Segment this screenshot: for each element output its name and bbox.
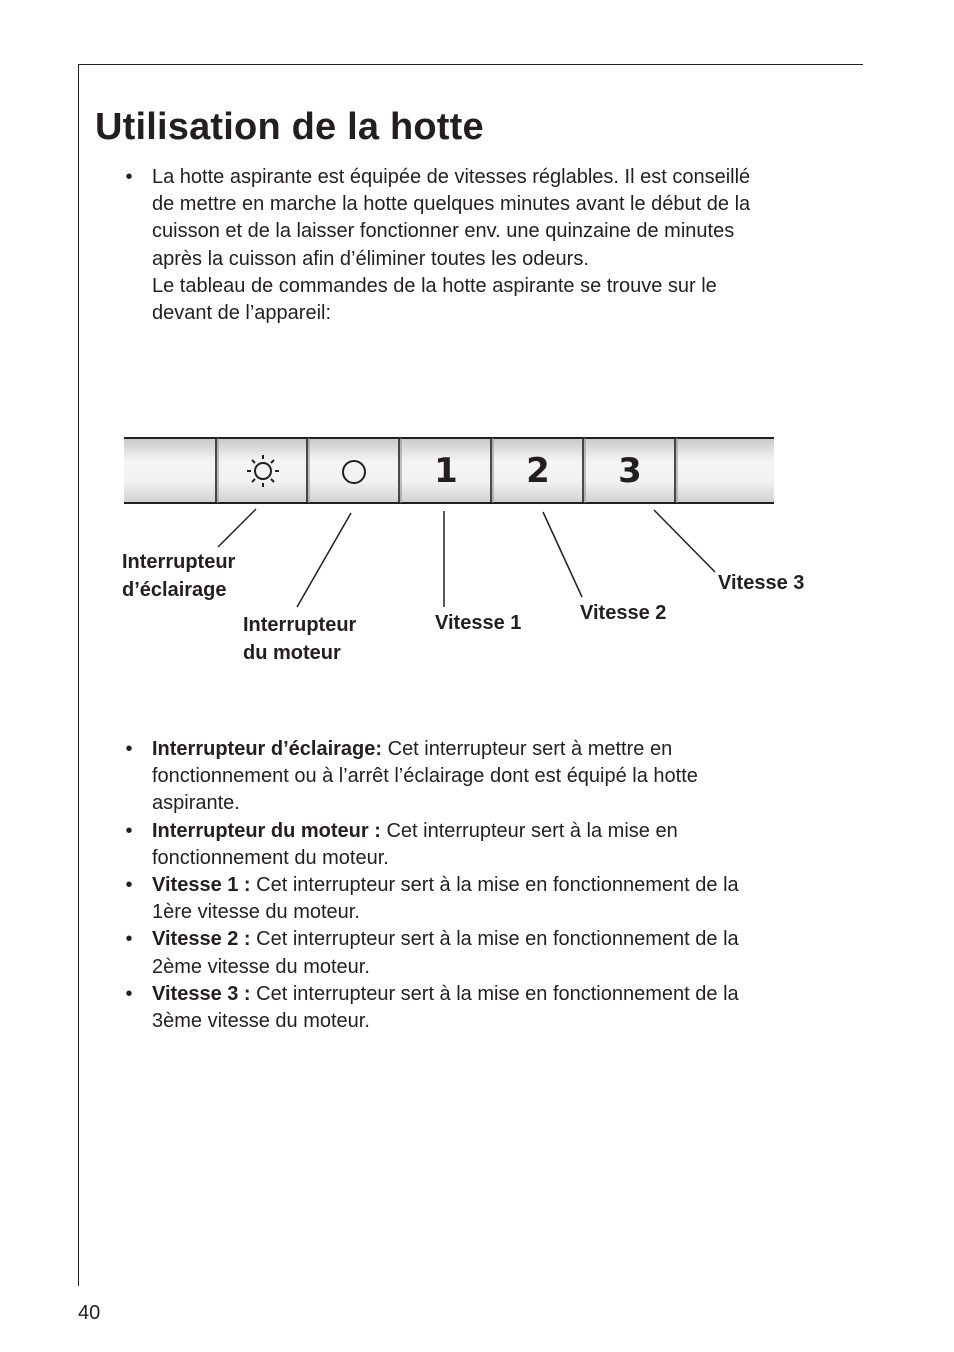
speed-2-callout-label: Vitesse 2	[580, 602, 667, 624]
speed-3-callout-line	[654, 510, 715, 572]
page-title: Utilisation de la hotte	[95, 106, 484, 148]
description-text: Cet interrupteur sert à la mise en	[380, 819, 678, 842]
light-callout-line	[218, 509, 256, 547]
intro-line: après la cuisson afin d’éliminer toutes les odeurs.	[152, 247, 589, 270]
description-term: Vitesse 1 :	[152, 874, 251, 897]
intro-line: Le tableau de commandes de la hotte aspirante se trouve sur le	[152, 274, 717, 297]
description-term: Vitesse 2 :	[152, 928, 251, 951]
description-line: 1ère vitesse du moteur.	[152, 901, 360, 924]
speed-3-callout-label: Vitesse 3	[718, 572, 805, 594]
light-callout-label: Interrupteur d’éclairage	[122, 551, 236, 601]
page-number: 40	[78, 1302, 101, 1324]
description-text: Cet interrupteur sert à la mise en fonctionnement de la	[250, 982, 739, 1005]
description-line: 3ème vitesse du moteur.	[152, 1010, 370, 1033]
bullet: •	[125, 982, 133, 1005]
motor-callout-label: Interrupteur du moteur	[243, 614, 357, 664]
intro-line: devant de l’appareil:	[152, 302, 332, 325]
motor-callout-line	[297, 513, 351, 607]
description-item	[122, 818, 842, 872]
description-line: 2ème vitesse du moteur.	[152, 955, 370, 978]
description-item	[122, 736, 842, 818]
bullet: •	[125, 738, 133, 760]
description-list	[122, 736, 842, 1035]
description-term: Interrupteur du moteur :	[152, 819, 381, 842]
description-item	[122, 981, 842, 1035]
description-term: Interrupteur d’éclairage:	[152, 738, 383, 760]
bullet: •	[125, 819, 133, 842]
description-line: aspirante.	[152, 792, 240, 815]
description-text: Cet interrupteur sert à la mise en fonctionnement de la	[250, 874, 739, 897]
description-item	[122, 926, 842, 980]
speed-2-label: 2	[526, 451, 550, 491]
bullet: •	[125, 874, 133, 897]
speed-1-label: 1	[434, 451, 458, 491]
intro-line: cuisson et de la laisser fonctionner env. une quinzaine de minutes	[152, 220, 735, 243]
description-item	[122, 872, 842, 926]
intro-line: de mettre en marche la hotte quelques minutes avant le début de la	[152, 193, 751, 216]
description-term: Vitesse 3 :	[152, 982, 251, 1005]
bullet: •	[125, 166, 133, 188]
speed-2-callout-line	[543, 512, 582, 597]
description-line: fonctionnement du moteur.	[152, 846, 389, 869]
description-line: fonctionnement ou à l’arrêt l’éclairage dont est équipé la hotte	[152, 765, 698, 788]
speed-1-callout-label: Vitesse 1	[435, 612, 522, 634]
description-text: Cet interrupteur sert à mettre en	[382, 738, 673, 760]
description-text: Cet interrupteur sert à la mise en fonctionnement de la	[250, 928, 739, 951]
intro-line: La hotte aspirante est équipée de vitesses réglables. Il est conseillé	[152, 166, 751, 188]
bullet: •	[125, 928, 133, 951]
speed-3-label: 3	[618, 451, 642, 491]
